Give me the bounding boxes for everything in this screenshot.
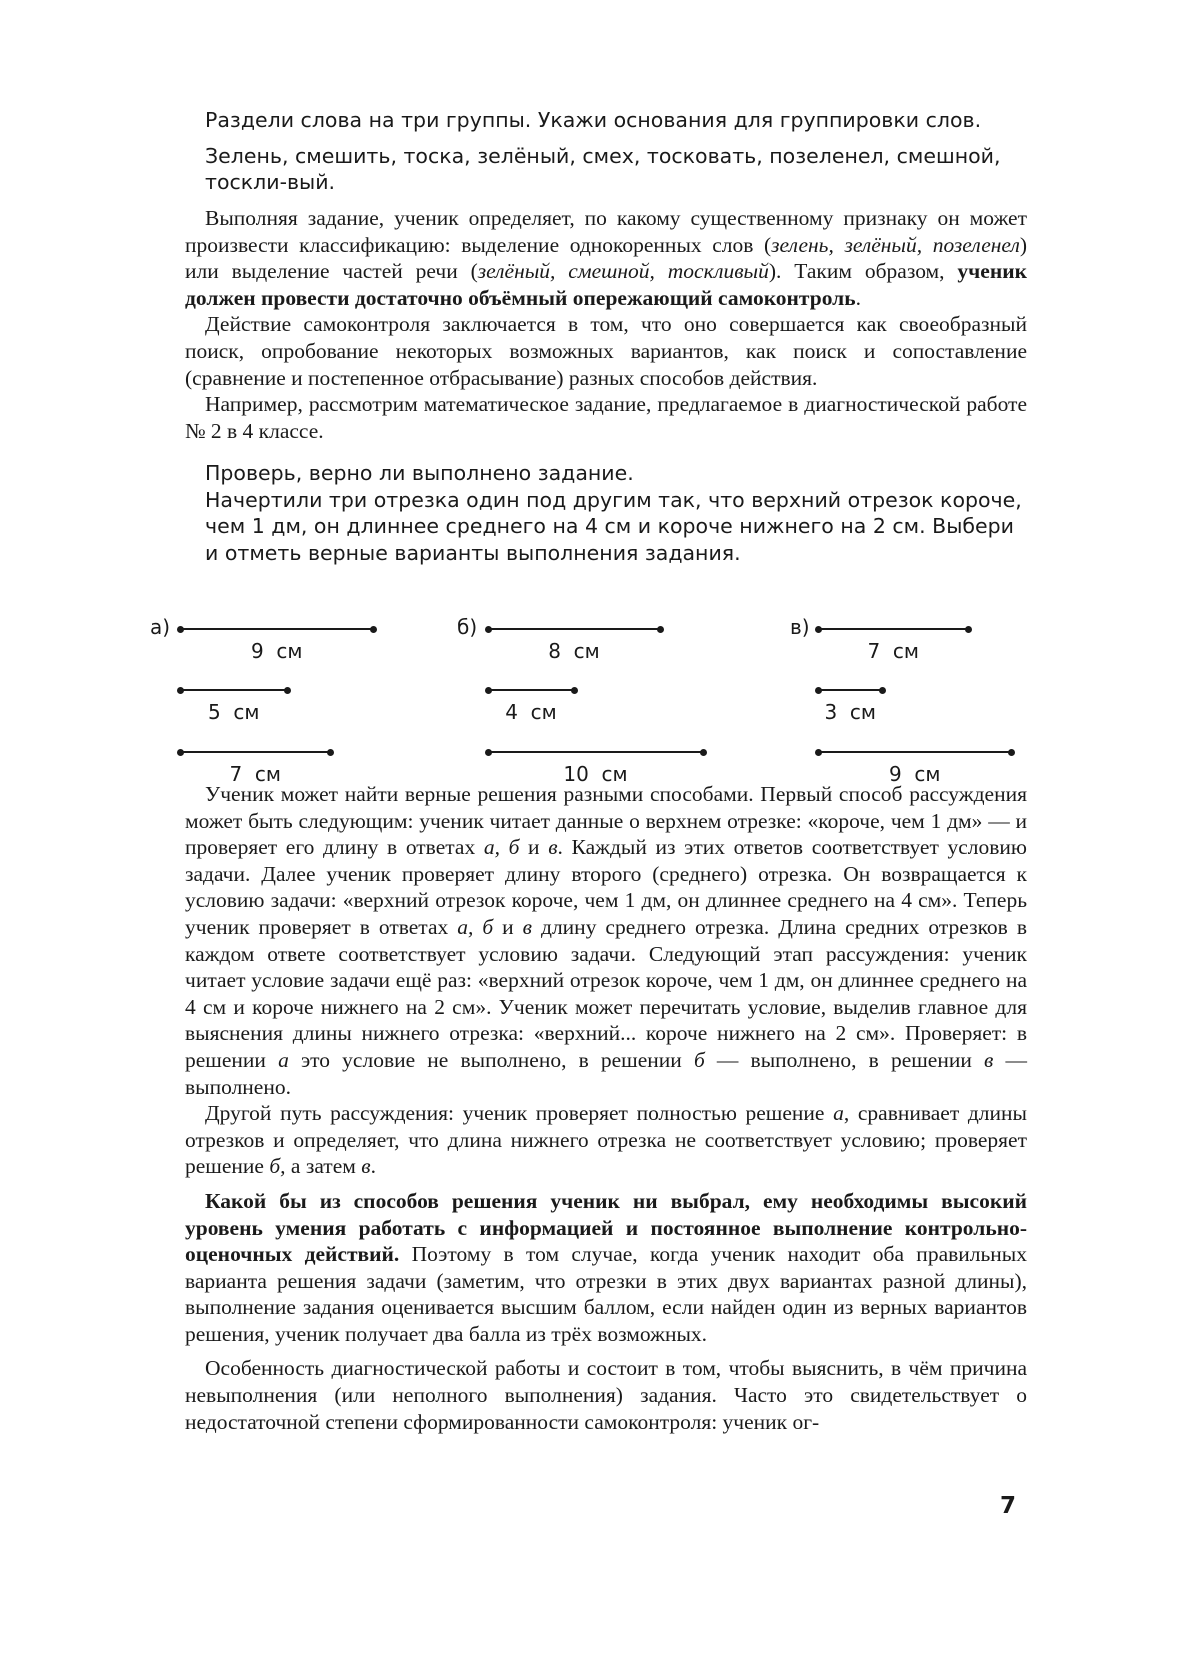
segment-length-label: 5 см — [207, 700, 260, 724]
segment-length-label: 3 см — [824, 700, 877, 724]
task-words: Зелень, смешить, тоска, зелёный, смех, тосковать, позеленел, смешной, тоскли-вый. — [205, 143, 1001, 194]
segment-length-label: 7 см — [867, 639, 920, 663]
task-instruction: Раздели слова на три группы. Укажи основания для группировки слов. — [205, 108, 982, 132]
body-block-1 — [185, 205, 1027, 444]
segment-endpoint — [284, 687, 291, 694]
segment-length-label: 7 см — [229, 762, 282, 786]
segment-line — [488, 689, 574, 691]
segment-endpoint — [879, 687, 886, 694]
segment-endpoint — [571, 687, 578, 694]
paragraph-assessment: Какой бы из способов решения ученик ни выбрал, ему необходимы высокий уровень умения работать с информацией и постоянное выполнение контрольно-оценочных действий. Поэтому в том случае, когда ученик находит оба правильных варианта решения задачи (заметим, что отрезки в этих двух вариантах разной длины), выполнение задания оценивается высшим баллом, если найден один из верных вариантов решения, ученик получает два балла из трёх возможных. — [185, 1188, 1028, 1346]
segment-endpoint — [815, 626, 822, 633]
paragraph-example: Например, рассмотрим математическое задание, предлагаемое в диагностической работе № 2 в 4 классе. — [185, 392, 1027, 443]
segment-line — [180, 628, 374, 630]
segment-line — [818, 628, 969, 630]
segment-endpoint — [485, 749, 492, 756]
paragraph-second-method: Другой путь рассуждения: ученик проверяет полностью решение а, сравнивает длины отрезков и определяет, что длина нижнего отрезка не соответствует условию; проверяет решение б, а затем в. — [185, 1101, 1027, 1179]
segment-endpoint — [700, 749, 707, 756]
segment-line — [818, 751, 1012, 753]
segment-line — [180, 689, 288, 691]
segment-line — [180, 751, 331, 753]
segment-line — [818, 689, 883, 691]
task-check-line: Проверь, верно ли выполнено задание. — [205, 461, 634, 485]
segment-endpoint — [485, 626, 492, 633]
segment-length-label: 4 см — [505, 700, 557, 724]
segment-endpoint — [370, 626, 377, 633]
segment-endpoint — [965, 626, 972, 633]
segment-endpoint — [815, 687, 822, 694]
segment-endpoint — [657, 626, 664, 633]
segment-length-label: 9 см — [888, 762, 941, 786]
page-number: 7 — [1000, 1493, 1017, 1519]
segment-endpoint — [327, 749, 334, 756]
segment-endpoint — [1008, 749, 1015, 756]
segment-line — [488, 628, 660, 630]
paragraph-self-control: Действие самоконтроля заключается в том, что оно совершается как своеобразный поиск, опробование некоторых возможных вариантов, как поиск и сопоставление (сравнение и постепенное отбрасывание) разных способов действия. — [185, 312, 1027, 390]
task-math — [205, 460, 1025, 566]
segment-line — [488, 751, 703, 753]
task-russian — [205, 107, 1025, 196]
segment-endpoint — [177, 687, 184, 694]
segment-endpoint — [815, 749, 822, 756]
option-letter: а) — [150, 615, 171, 639]
paragraph-diagnostic: Особенность диагностической работы и состоит в том, чтобы выяснить, в чём причина невыполнения (или неполного выполнения) задания. Часто это свидетельствует о недостаточной степени сформированности самоконтроля: ученик ог- — [185, 1356, 1027, 1434]
segment-endpoint — [177, 626, 184, 633]
paragraph-classification: Выполняя задание, ученик определяет, по какому существенному признаку он может произвести классификацию: выделение однокоренных слов (зелень, зелёный, позеленел) или выделение частей речи (зелёный, смешной, тоскливый). Таким образом, ученик должен провести достаточно объёмный опережающий самоконтроль. — [185, 206, 1028, 310]
task-condition: Начертили три отрезка один под другим так, что верхний отрезок короче, чем 1 дм, он длиннее среднего на 4 см и короче нижнего на 2 см. Выбери и отметь верные варианты выполнения задания. — [205, 487, 1022, 565]
option-letter: в) — [790, 615, 810, 639]
segment-length-label: 8 см — [548, 639, 600, 663]
paragraph-first-method: Ученик может найти верные решения разными способами. Первый способ рассуждения может быть следующим: ученик читает данные о верхнем отрезке: «короче, чем 1 дм» — и проверяет его длину в ответах а, б и в. Каждый из этих ответов соответствует условию задачи. Далее ученик проверяет длину второго (среднего) отрезка. Он возвращается к условию задачи: «верхний отрезок короче, чем 1 дм, он длиннее среднего на 4 см». Теперь ученик проверяет в ответах а, б и в длину среднего отрезка. Длина средних отрезков в каждом ответе соответствует условию задачи. Следующий этап рассуждения: ученик читает условие задачи ещё раз: «верхний отрезок короче, чем 1 дм, он длиннее среднего на 4 см и короче нижнего на 2 см». Ученик может перечитать условие, выделив главное для выяснения длины нижнего отрезка: «верхний... короче нижнего на 2 см». Проверяет: в решении а это условие не выполнено, в решении б — выполнено, в решении в — выполнено. — [185, 782, 1027, 1099]
option-letter: б) — [457, 615, 478, 639]
segment-length-label: 9 см — [250, 639, 303, 663]
segment-endpoint — [485, 687, 492, 694]
segment-length-label: 10 см — [563, 762, 628, 786]
body-block-2 — [185, 781, 1027, 1435]
segment-endpoint — [177, 749, 184, 756]
